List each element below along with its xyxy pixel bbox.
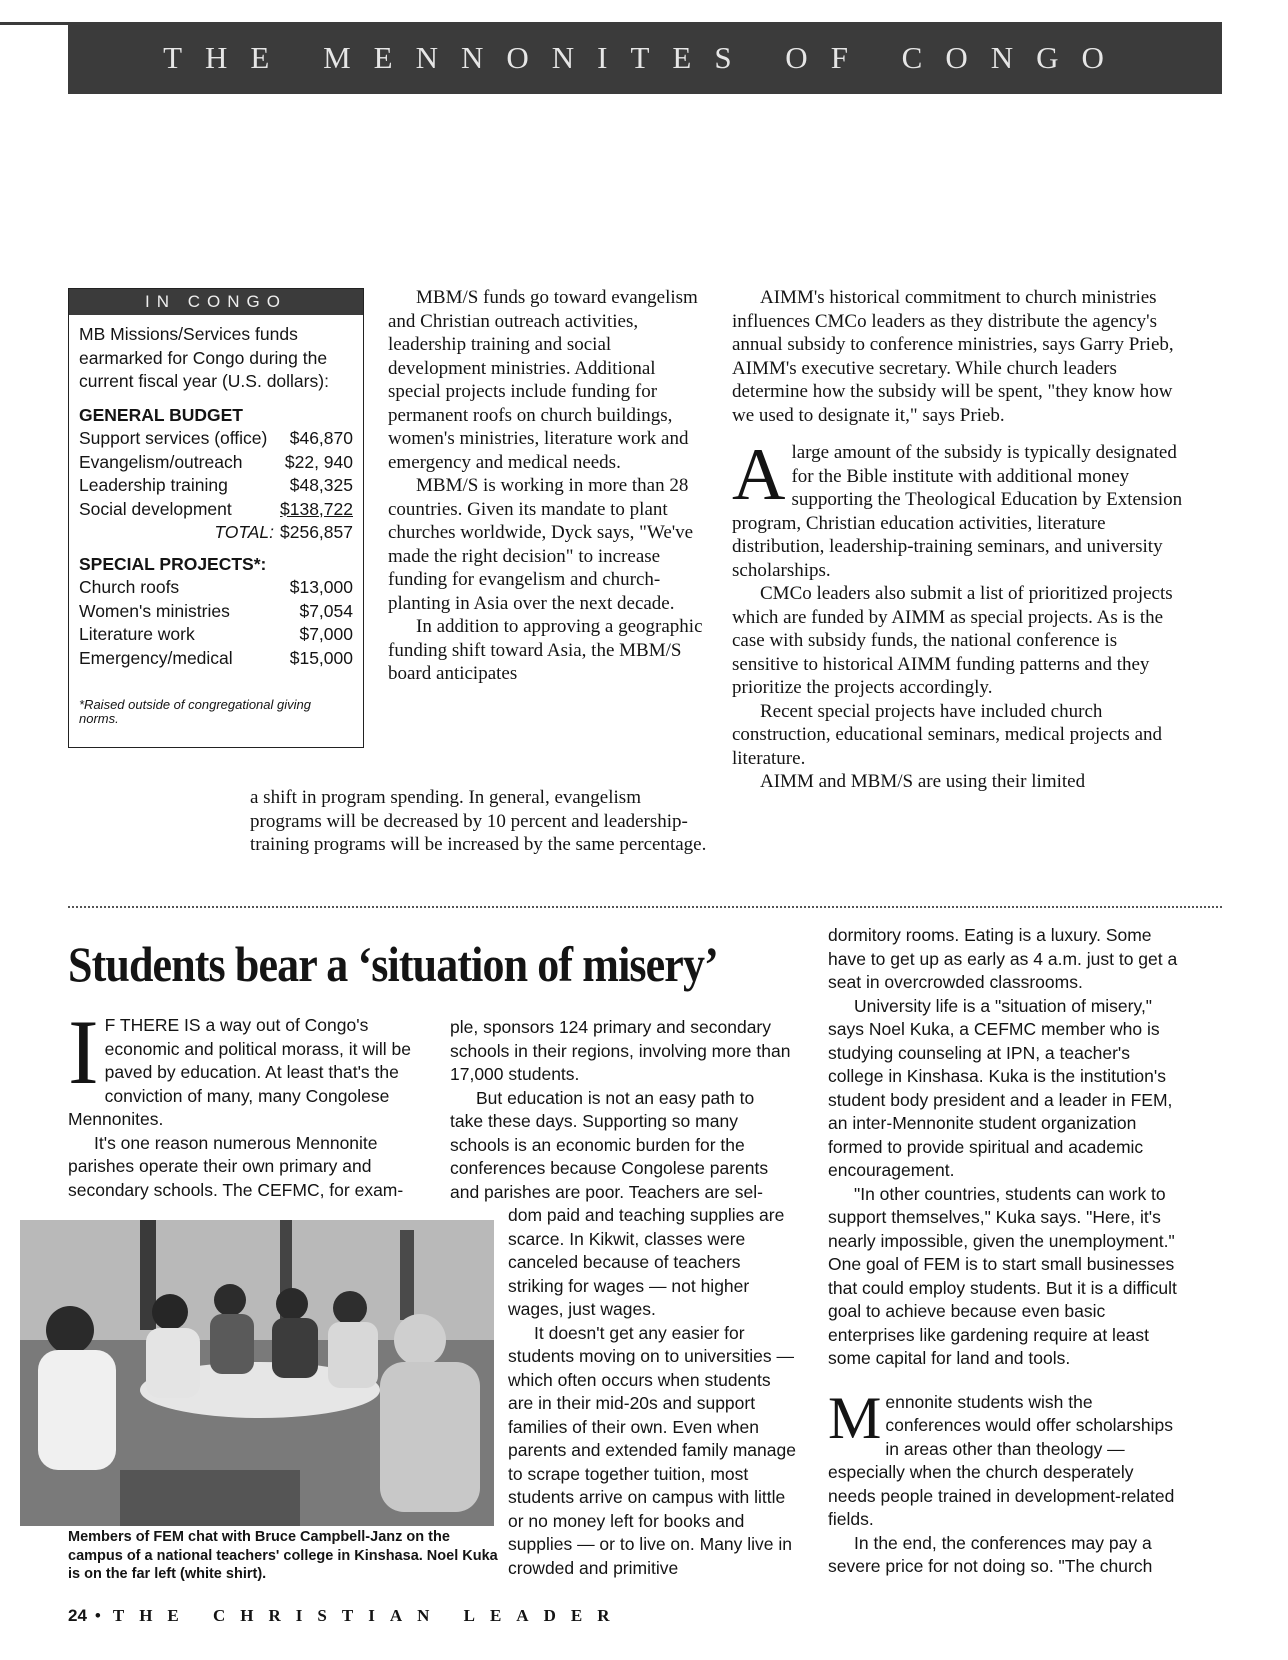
lower-column-2-continued: [508, 1204, 798, 1580]
paragraph: It's one reason numerous Mennonite parishes operate their own primary and secondary schools. The CEFMC, for exam-: [68, 1132, 404, 1200]
sidebar-heading: IN CONGO: [69, 289, 363, 315]
photo-person-shirt: [380, 1362, 480, 1512]
students-photo: [20, 1220, 494, 1526]
photo-person: [152, 1294, 188, 1330]
upper-column-1-continued: [250, 786, 710, 857]
banner-rule: [0, 22, 70, 25]
total-amount: $256,857: [280, 522, 353, 542]
lower-column-2: [450, 1016, 792, 1204]
budget-label: Social development: [79, 498, 232, 519]
special-projects-heading: SPECIAL PROJECTS*:: [79, 553, 267, 574]
budget-total-row: [79, 521, 353, 545]
paragraph-dropcap: [828, 1384, 1178, 1532]
budget-amount: $48,325: [289, 475, 353, 495]
paragraph: University life is a "situation of misery," says Noel Kuka, a CEFMC member who is studying counseling at IPN, a teacher's college in Kinshasa. Kuka is the institution's student body president and a leader in FEM, an inter-Mennonite student organization formed to provide spiritual and academic encouragement.: [828, 995, 1173, 1180]
upper-column-2: [732, 286, 1188, 794]
photo-person: [333, 1291, 367, 1325]
photo-person-shirt: [272, 1318, 318, 1378]
project-row: [79, 647, 353, 671]
paragraph: In addition to approving a geographic funding shift toward Asia, the MBM/S board anticipates: [388, 616, 703, 684]
paragraph-text: ennonite students wish the conferences would offer scholarships in areas other than theology — especially when the church desperately needs people trained in development-related fields.: [828, 1391, 1175, 1529]
paragraph-text: large amount of the subsidy is typically designated for the Bible institute with additional money supporting the Theological Education by Extension program, Christian education activities, literature distribution, leadership-training seminars, and university scholarships.: [732, 442, 1183, 581]
photo-caption: Members of FEM chat with Bruce Campbell-Janz on the campus of a national teachers' college in Kinshasa. Noel Kuka is on the far left (white shirt).: [68, 1529, 498, 1582]
drop-cap: M: [828, 1384, 882, 1451]
photo-ground: [120, 1470, 300, 1526]
budget-row: [79, 427, 353, 451]
budget-label: Support services (office): [79, 428, 268, 448]
lower-column-3: [828, 924, 1178, 1579]
project-row: [79, 576, 353, 600]
project-amount: $7,054: [299, 600, 353, 621]
paragraph: It doesn't get any easier for students moving on to universities — which often occurs when students are in their mid-20s and support families of their own. Even when parents and extended family manage to scrape together tuition, most students arrive on campus with little or no money left for books and supplies — or to live on. Many live in crowded and primitive: [508, 1322, 796, 1578]
project-row: [79, 600, 353, 624]
photo-person: [276, 1288, 308, 1320]
page-footer: [68, 1606, 624, 1626]
upper-column-1: [388, 286, 708, 686]
photo-person-shirt: [38, 1350, 116, 1470]
photo-tree: [400, 1230, 414, 1320]
paragraph: AIMM and MBM/S are using their limited: [760, 771, 1086, 792]
photo-person: [46, 1306, 94, 1354]
project-row: [79, 623, 353, 647]
sidebar-budget-box: [68, 288, 364, 748]
project-label: Literature work: [79, 624, 195, 644]
project-label: Emergency/medical: [79, 647, 233, 668]
budget-label: Leadership training: [79, 475, 228, 495]
paragraph: Recent special projects have included church construction, educational seminars, medical projects and literature.: [732, 700, 1162, 769]
budget-row: [79, 498, 353, 522]
paragraph: dom paid and teaching supplies are scarce. In Kikwit, classes were canceled because of teachers striking for wages — not higher wages, just wages.: [508, 1205, 785, 1319]
photo-person-shirt: [328, 1322, 378, 1388]
paragraph-dropcap: [68, 1001, 414, 1132]
paragraph: In the end, the conferences may pay a severe price for not doing so. "The church: [828, 1532, 1153, 1576]
sidebar-footnote: *Raised outside of congregational giving norms.: [79, 697, 311, 726]
paragraph: AIMM's historical commitment to church ministries influences CMCo leaders as they distribute the agency's annual subsidy to conference ministries, says Garry Prieb, AIMM's executive secretary. While church leaders determine how the subsidy will be spent, "they know how we used to designate it," says Prieb.: [732, 287, 1174, 426]
drop-cap: A: [732, 434, 786, 516]
paragraph: MBM/S funds go toward evangelism and Christian outreach activities, leadership training and social development ministries. Additional special projects include funding for permanent roofs on church buildings, women's ministries, literature work and emergency and medical needs.: [388, 287, 698, 473]
footer-separator: •: [94, 1606, 101, 1625]
paragraph: dormitory rooms. Eating is a luxury. Some have to get up as early as 4 a.m. just to get a seat in overcrowded classrooms.: [828, 925, 1178, 992]
paragraph-text: F THERE IS a way out of Congo's economic and political morass, it will be paved by education. At least that's the conviction of many, many Congolese Mennonites.: [68, 1015, 412, 1129]
page-number: 24: [68, 1606, 87, 1625]
project-amount: $13,000: [289, 577, 353, 597]
section-divider: [68, 906, 1222, 908]
budget-label: Evangelism/outreach: [79, 451, 243, 472]
budget-amount: $22, 940: [284, 451, 353, 472]
paragraph: CMCo leaders also submit a list of prioritized projects which are funded by AIMM as special projects. As is the case with subsidy funds, the national conference is sensitive to historical AIMM funding patterns and they prioritize the projects accordingly.: [732, 583, 1173, 698]
sidebar-intro: MB Missions/Services funds earmarked for Congo during the current fiscal year (U.S. dollars):: [79, 324, 329, 391]
paragraph: "In other countries, students can work to support themselves," Kuka says. "Here, it's nearly impossible, given the unemployment." One goal of FEM is to start small businesses that could employ students. But it is a difficult goal to achieve because even basic enterprises like gardening require at least some capital for land and tools.: [828, 1183, 1177, 1368]
project-label: Church roofs: [79, 577, 180, 597]
sidebar-body: [69, 315, 363, 726]
photo-person-shirt: [146, 1328, 200, 1398]
photo-person: [394, 1314, 446, 1366]
general-budget-heading: GENERAL BUDGET: [79, 404, 243, 425]
section-banner: [68, 22, 1222, 94]
budget-amount: $138,722: [280, 498, 353, 519]
budget-amount: $46,870: [289, 428, 353, 448]
paragraph: ple, sponsors 124 primary and secondary schools in their regions, involving more than 17,000 students.: [450, 1017, 791, 1084]
paragraph: But education is not an easy path to take these days. Supporting so many schools is an economic burden for the conferences because Congolese parents and parishes are poor. Teachers are sel-: [450, 1087, 769, 1202]
article-headline: Students bear a ‘situation of misery’: [68, 936, 718, 992]
lower-column-1: [68, 1001, 414, 1202]
photo-person-shirt: [210, 1314, 254, 1374]
publication-name: THE CHRISTIAN LEADER: [112, 1606, 625, 1625]
budget-row: [79, 474, 353, 498]
budget-row: [79, 451, 353, 475]
drop-cap: I: [68, 1001, 99, 1103]
paragraph: a shift in program spending. In general, evangelism programs will be decreased by 10 percent and leadership-training programs will be increased by the same percentage.: [250, 787, 707, 855]
project-amount: $7,000: [299, 624, 353, 644]
total-label: TOTAL:: [214, 522, 274, 542]
paragraph: MBM/S is working in more than 28 countries. Given its mandate to plant churches worldwide, Dyck says, "We've made the right decision" to increase funding for evangelism and church-planting in Asia over the next decade.: [388, 475, 694, 614]
paragraph-dropcap: [732, 434, 1188, 582]
photo-person: [214, 1284, 246, 1316]
banner-title: THE MENNONITES OF CONGO: [163, 40, 1127, 75]
project-label: Women's ministries: [79, 600, 230, 621]
project-amount: $15,000: [289, 647, 353, 668]
